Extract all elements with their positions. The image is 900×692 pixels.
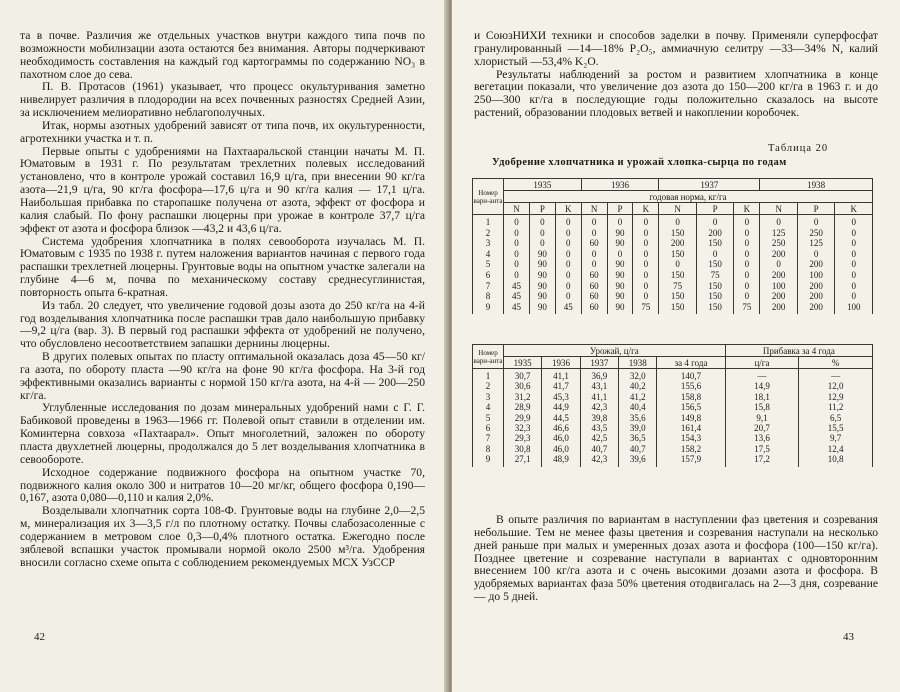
table-cell: 15,5 [827,423,844,434]
table-cell: 90 [537,269,547,280]
table-cell: 150 [708,301,722,312]
table1-year-header: 1937 [659,179,760,191]
table2-increase-header: Прибавка за 4 года [725,345,872,357]
table-cell: 90 [537,248,547,259]
table-cell: 150 [708,259,722,270]
table-cell: 156,5 [680,402,702,413]
table-cell: 15,8 [754,402,770,413]
table-cell: 3 [485,238,491,249]
table-cell: 45 [563,301,573,312]
table-cell: 1 [485,217,491,227]
table-cell: 0 [643,259,649,270]
table-cell: 90 [537,301,547,312]
table-cell: 0 [744,291,750,302]
table-cell: 0 [643,291,649,302]
table-cell: 4 [485,402,491,413]
table-cell: 200 [809,259,823,270]
table-cell: 12,9 [827,391,844,402]
table2-column-header: за 4 года [657,357,725,369]
table-cell: 200 [809,280,823,291]
table-cell: 0 [675,217,680,227]
table2-column-header: 1938 [619,357,657,369]
table-cell: 75 [710,269,720,280]
table-cell: 32,3 [514,423,531,434]
table-cell: 100 [846,301,861,312]
table-cell: 13,6 [754,433,770,444]
table-cell: 0 [643,227,649,238]
table-cell: 100 [809,269,823,280]
table-cell: 140,7 [680,371,702,381]
table-cell: 0 [565,280,571,291]
table-cell: 90 [615,227,625,238]
table-cell: 60 [589,280,599,291]
table1-value-column [529,215,555,315]
table2-value-column [799,369,873,467]
table-cell: 200 [771,291,786,302]
table-cell: 0 [813,248,819,259]
table-cell: 125 [809,238,823,249]
table-cell: 150 [670,291,685,302]
table-cell: 90 [615,291,625,302]
table-cell: 60 [589,269,599,280]
table-cell: 9 [485,454,491,465]
table-cell: 6 [485,423,491,434]
table-cell: 2 [485,381,491,392]
table-cell: 42,5 [591,433,608,444]
table2-column-header: 1935 [504,357,542,369]
table-cell: 0 [675,259,680,270]
table-cell: 90 [615,269,625,280]
table-cell: 43,5 [591,423,608,434]
nutrient-header: N [581,203,607,215]
table2-data-row [473,369,873,467]
table-cell: 0 [851,259,856,270]
table-cell: 0 [851,238,856,249]
table-cell: 200 [670,238,685,249]
table-cell: 0 [744,280,750,291]
table-cell: 0 [514,238,519,249]
nutrient-header: N [760,203,798,215]
table-cell: 75 [641,301,651,312]
table1-value-column [633,215,659,315]
table-cell: 0 [540,227,545,238]
paragraph: Результаты наблюдений за ростом и развитием хлопчатника в конце вегетации показали, что увеличение доз азота до 150—200 кг/га в 1963 г. и до 250—300 кг/га в последующие годы положительно сказалось на высоте растений, образовании плодовых ветвей и накоплении коробочек. [474,67,878,120]
table-cell: 0 [565,217,571,227]
table-cell: 30,6 [514,381,531,392]
table-cell: 200 [771,301,786,312]
table2-value-column [542,369,580,467]
paragraph: та в почве. Различия же отдельных участков внутри каждого типа почв по возможности мобилизации азота остаются без внимания. Авторы подчеркивают необходимость составления на каждый год картограммы по содержанию NO₃ в пахотном слое до сева. [20,29,425,81]
table2-variant-column [473,369,504,467]
table-cell: 250 [771,238,786,249]
table-cell: 75 [742,301,752,312]
table-cell: 0 [712,248,718,259]
table2-column-header: % [799,357,873,369]
table-cell: 155,6 [680,381,702,392]
table-cell: 0 [643,280,649,291]
table1-year-header: 1935 [504,179,582,191]
right-page-text-top [474,30,878,120]
table1-value-column [504,215,530,315]
table-cell: 200 [771,269,786,280]
table1-value-column [555,215,581,315]
table-cell: 5 [485,259,491,270]
table-cell: 0 [617,248,623,259]
table-cell: 45 [511,280,521,291]
table1-value-column [607,215,633,315]
table-cell: 150 [708,280,722,291]
table-cell: 36,5 [629,433,646,444]
nutrient-header: P [607,203,633,215]
table-cell: 0 [643,217,649,227]
table-cell: 12,0 [827,381,844,392]
table-cell: 60 [589,301,599,312]
table-cell: 0 [643,269,649,280]
table-cell: 158,8 [680,391,702,402]
table-cell: 90 [537,291,547,302]
table-cell: 6,5 [830,412,842,423]
left-page-text [20,30,425,569]
table-cell: 29,9 [514,412,531,423]
table-cell: 154,3 [680,433,702,444]
page-number-right: 43 [843,631,854,643]
table-cell: 200 [771,248,786,259]
table-cell: 0 [514,248,519,259]
paragraph: Из табл. 20 следует, что увеличение годовой дозы азота до 250 кг/га на 4-й год возделывания хлопчатника после распашки трав дало наибольшую прибавку —9,2 ц/га (вар. 3). В первый год распашки эффекта от удобрений не получено, что обусловлено несоответствием запашки дернины люцерны. [20,298,425,351]
table-cell: 0 [514,227,519,238]
table-cell: 0 [851,217,856,227]
table-cell: 0 [744,217,750,227]
paragraph: Исходное содержание подвижного фосфора на опытном участке 70, подвижного калия около 300 и нитратов 10—20 мг/кг, общего фосфора 0,190—0,167, азота 0,080—0,110 и калия 2,0%. [20,465,425,505]
table-cell: 0 [744,269,750,280]
table-cell: 200 [708,227,722,238]
table-cell: 149,8 [680,412,702,423]
table-cell: 8 [485,291,491,302]
nutrient-header: K [835,203,873,215]
table-cell: 43,1 [591,381,608,392]
table-cell: 2 [485,227,491,238]
table-cell: 0 [565,238,571,249]
table-cell: 100 [771,280,786,291]
table-cell: 28,9 [514,402,531,413]
table1-value-column [734,215,760,315]
table2-column-header-row [473,357,873,369]
table2-column-header: ц/га [725,357,799,369]
table-cell: — [831,371,841,381]
table-cell: 4 [485,248,491,259]
table-cell: 0 [851,269,856,280]
table2-column-header: 1936 [542,357,580,369]
table-cell: 31,2 [514,391,531,402]
table1-value-column [797,215,835,315]
table-cell: 30,8 [514,443,531,454]
fertilizer-norms-table [472,178,873,314]
table-cell: 7 [485,280,491,291]
table-cell: 9 [485,301,491,312]
table-cell: 29,3 [514,433,531,444]
table-cell: 1 [485,371,491,381]
table1-nutrient-header-row [473,203,873,215]
table-cell: 46,0 [553,443,569,454]
table-cell: 0 [776,259,781,270]
paragraph: В опыте различия по вариантам в наступлении фаз цветения и созревания небольшие. Тем не менее фазы цветения и созревания наступали на несколько дней раньше при малых и умеренных дозах азота и фосфора (100—150 кг/га). Позднее цветение и созревание наступали в вариантах с одновторонним внесением 100 кг/га азота и с очень высокими дозами азота и фосфора. В удобряемых вариантах фаза 50% цветения отодвигалась на 2—3 дня, созревание — до 5 дней. [474,513,878,604]
nutrient-header: N [659,203,697,215]
table-cell: 150 [670,301,685,312]
table-cell: 0 [712,217,718,227]
table-cell: 12,4 [827,443,844,454]
paragraph: Углубленные исследования по дозам минеральных удобрений нами с Г. Г. Бабиковой проведены в 1963—1966 гг. Полевой опыт ставили в отделении им. Коминтерна совхоза «Пахтаарал». Опыт многолетний, заложен по обороту пласта двухлетней люцерны, продолжался до 5 лет возделывания хлопчатника в севообороте. [20,401,425,466]
table-cell: 39,6 [629,454,646,465]
table-cell: 161,4 [680,423,702,434]
table1-data-row [473,215,873,315]
table-cell: 20,7 [754,423,770,434]
table-cell: 42,3 [591,454,608,465]
table-cell: 0 [851,291,856,302]
table1-year-header: 1938 [760,179,873,191]
table-cell: 0 [744,259,750,270]
table-cell: 0 [776,217,781,227]
table-cell: 0 [643,248,649,259]
nutrient-header: N [504,203,530,215]
table-cell: 8 [485,443,491,454]
nutrient-header: K [633,203,659,215]
table-cell: 41,2 [629,391,646,402]
table-cell: 0 [540,217,545,227]
table-cell: 45,3 [553,391,569,402]
table-cell: 60 [589,238,599,249]
table-cell: 150 [670,269,685,280]
table-cell: 18,1 [754,391,770,402]
table1-value-column [760,215,798,315]
table-cell: 41,7 [553,381,569,392]
table1-value-column [696,215,734,315]
table-cell: 200 [809,291,823,302]
table-cell: 157,9 [680,454,702,465]
table1-variant-header: Номер вари-анта [473,179,504,215]
paragraph: П. В. Протасов (1961) указывает, что процесс окультуривания заметно нивелирует различия в плодородии на всех почвенных разностях Средней Азии, за исключением мелиоративно неблагополучных. [20,80,425,120]
cotton-yield-table [472,344,873,467]
table-cell: 150 [708,238,722,249]
table-cell: 44,5 [553,412,569,423]
right-page-text-bottom [474,514,878,604]
table2-variant-header: Номер вари-анта [473,345,504,369]
table1-year-header: 1936 [581,179,659,191]
table1-norm-header: годовая норма, кг/га [504,191,873,203]
table-cell: 0 [744,227,750,238]
table-label: Таблица 20 [768,143,829,154]
table-cell: 44,9 [553,402,569,413]
table-cell: 150 [670,248,685,259]
table-cell: 90 [537,259,547,270]
table-cell: 200 [809,301,823,312]
table-cell: 0 [540,238,545,249]
table-cell: 0 [744,238,750,249]
table-cell: 41,1 [591,391,608,402]
table-cell: 0 [591,248,597,259]
table-cell: 40,4 [629,402,646,413]
table1-value-column [659,215,697,315]
table-cell: 9,1 [756,412,768,423]
table-title: Удобрение хлопчатника и урожай хлопка-сырца по годам [492,157,787,168]
nutrient-header: K [734,203,760,215]
nutrient-header: P [696,203,734,215]
table-cell: 46,0 [553,433,569,444]
table-cell: 17,2 [754,454,770,465]
paragraph: Система удобрения хлопчатника в полях севооборота изучалась М. П. Юматовым с 1935 по 1938 г. путем наложения вариантов начиная с первого года распашки трехлетней люцерны. Грунтовые воды на опытном участке залегали на глубине 4—6 м, почва по механическому составу среднесуглинистая, повторность опыта 6-кратная. [20,234,425,299]
table-cell: 250 [809,227,823,238]
table-cell: 36,9 [591,371,608,381]
table-cell: 0 [565,259,571,270]
paragraph: В других полевых опытах по пласту оптимальной оказалась доза 45—50 кг/га азота, по обороту пласта —90 кг/га на фоне 90 кг/га фосфора. На 3-й год эффективными оказались варианты с нормой 150 кг/га азота, на 4-й — 200—250 кг/га. [20,350,425,402]
table-cell: 90 [615,238,625,249]
page-number-left: 42 [34,631,45,643]
table-cell: 0 [565,227,571,238]
table-cell: 11,2 [827,402,844,413]
paragraph: Первые опыты с удобрениями на Пахтааральской станции начаты М. П. Юматовым в 1931 г. По результатам трехлетних полевых исследований установлено, что в контроле урожай составил 16,9 ц/га, при внесении 90 кг/га азота—21,9 ц/га, 90 кг/га фосфора—17,6 ц/га и 90 кг/га калия — 17,1 ц/га. Наибольшая прибавка по старопашке получена от азота, эффект от фосфора и калия слабый. По фону распашки люцерны при урожае в контроле 37,7 ц/га эффект от азота и фосфора близок —43,2 и 43,6 ц/га. [20,144,425,235]
table-cell: 0 [514,259,519,270]
table-cell: 40,7 [629,443,646,454]
table-cell: 40,2 [629,381,646,392]
table1-value-column [835,215,873,315]
table-cell: 10,8 [827,454,844,465]
table-cell: 0 [591,227,597,238]
table-cell: 0 [851,280,856,291]
table-cell: 45 [511,291,521,302]
table-cell: 6 [485,269,491,280]
table-cell: 0 [617,217,623,227]
table2-value-column [580,369,618,467]
table-cell: 90 [615,280,625,291]
left-page [0,0,448,692]
nutrient-header: P [797,203,835,215]
table-cell: 0 [851,248,856,259]
table-cell: 39,0 [629,423,646,434]
table2-yield-header: Урожай, ц/га [504,345,726,357]
table2-value-column [619,369,657,467]
table-cell: 27,1 [514,454,531,465]
table-cell: 150 [708,291,722,302]
table-cell: 0 [643,238,649,249]
table-cell: 30,7 [514,371,531,381]
paragraph: Возделывали хлопчатник сорта 108-Ф. Грунтовые воды на глубине 2,0—2,5 м, минерализация их 3—3,5 г/л по плотному остатку. Почвы слабозасоленные с содержанием в метровом слое 0,3—0,4% плотного остатка. Ежегодно после зяблевой вспашки участок промывали нормой около 2500 м³/га. Удобрения вносили согласно схеме опыта с соблюдением рекомендуемых МСХ УзССР [20,504,425,569]
table-cell: 9,7 [830,433,842,444]
table-cell: 46,6 [553,423,569,434]
table-cell: 125 [771,227,786,238]
right-page [452,0,900,692]
table-cell: 75 [673,280,683,291]
paragraph: Итак, нормы азотных удобрений зависят от типа почв, их окультуренности, агротехники участка и т. п. [20,118,425,145]
table-cell: 60 [589,291,599,302]
table-cell: 7 [485,433,491,444]
table-cell: 0 [514,217,519,227]
table-cell: 90 [537,280,547,291]
table-cell: 90 [615,301,625,312]
table2-value-column [725,369,799,467]
table-cell: 0 [514,269,519,280]
nutrient-header: K [555,203,581,215]
table-cell: 0 [813,217,819,227]
table1-value-column [581,215,607,315]
table-cell: 39,8 [591,412,608,423]
table-cell: 0 [565,291,571,302]
table-cell: 40,7 [591,443,608,454]
table2-value-column [504,369,542,467]
table-cell: 14,9 [754,381,770,392]
table-cell: 0 [565,248,571,259]
table-cell: 90 [615,259,625,270]
table1-variant-column [473,215,504,315]
table-cell: 48,9 [553,454,569,465]
table-cell: 41,1 [553,371,569,381]
table-cell: 0 [591,217,597,227]
table-cell: 0 [591,259,597,270]
table-cell: 5 [485,412,491,423]
table2-value-column [657,369,725,467]
table-cell: 3 [485,391,491,402]
table-cell: — [757,371,767,381]
table-cell: 150 [670,227,685,238]
table-cell: 158,2 [680,443,702,454]
table-cell: 0 [744,248,750,259]
table-cell: 0 [851,227,856,238]
table-cell: 45 [511,301,521,312]
table-cell: 42,3 [591,402,608,413]
table-cell: 0 [565,269,571,280]
paragraph: и СоюзНИХИ техники и способов заделки в почву. Применяли суперфосфат гранулированный —14—18% P₂O₅, аммиачную селитру —33—34% N, калий хлористый —53,4% K₂O. [474,29,878,68]
table-cell: 35,6 [629,412,646,423]
table-cell: 32,0 [629,371,646,381]
table-cell: 17,5 [754,443,770,454]
table2-column-header: 1937 [580,357,618,369]
nutrient-header: P [529,203,555,215]
